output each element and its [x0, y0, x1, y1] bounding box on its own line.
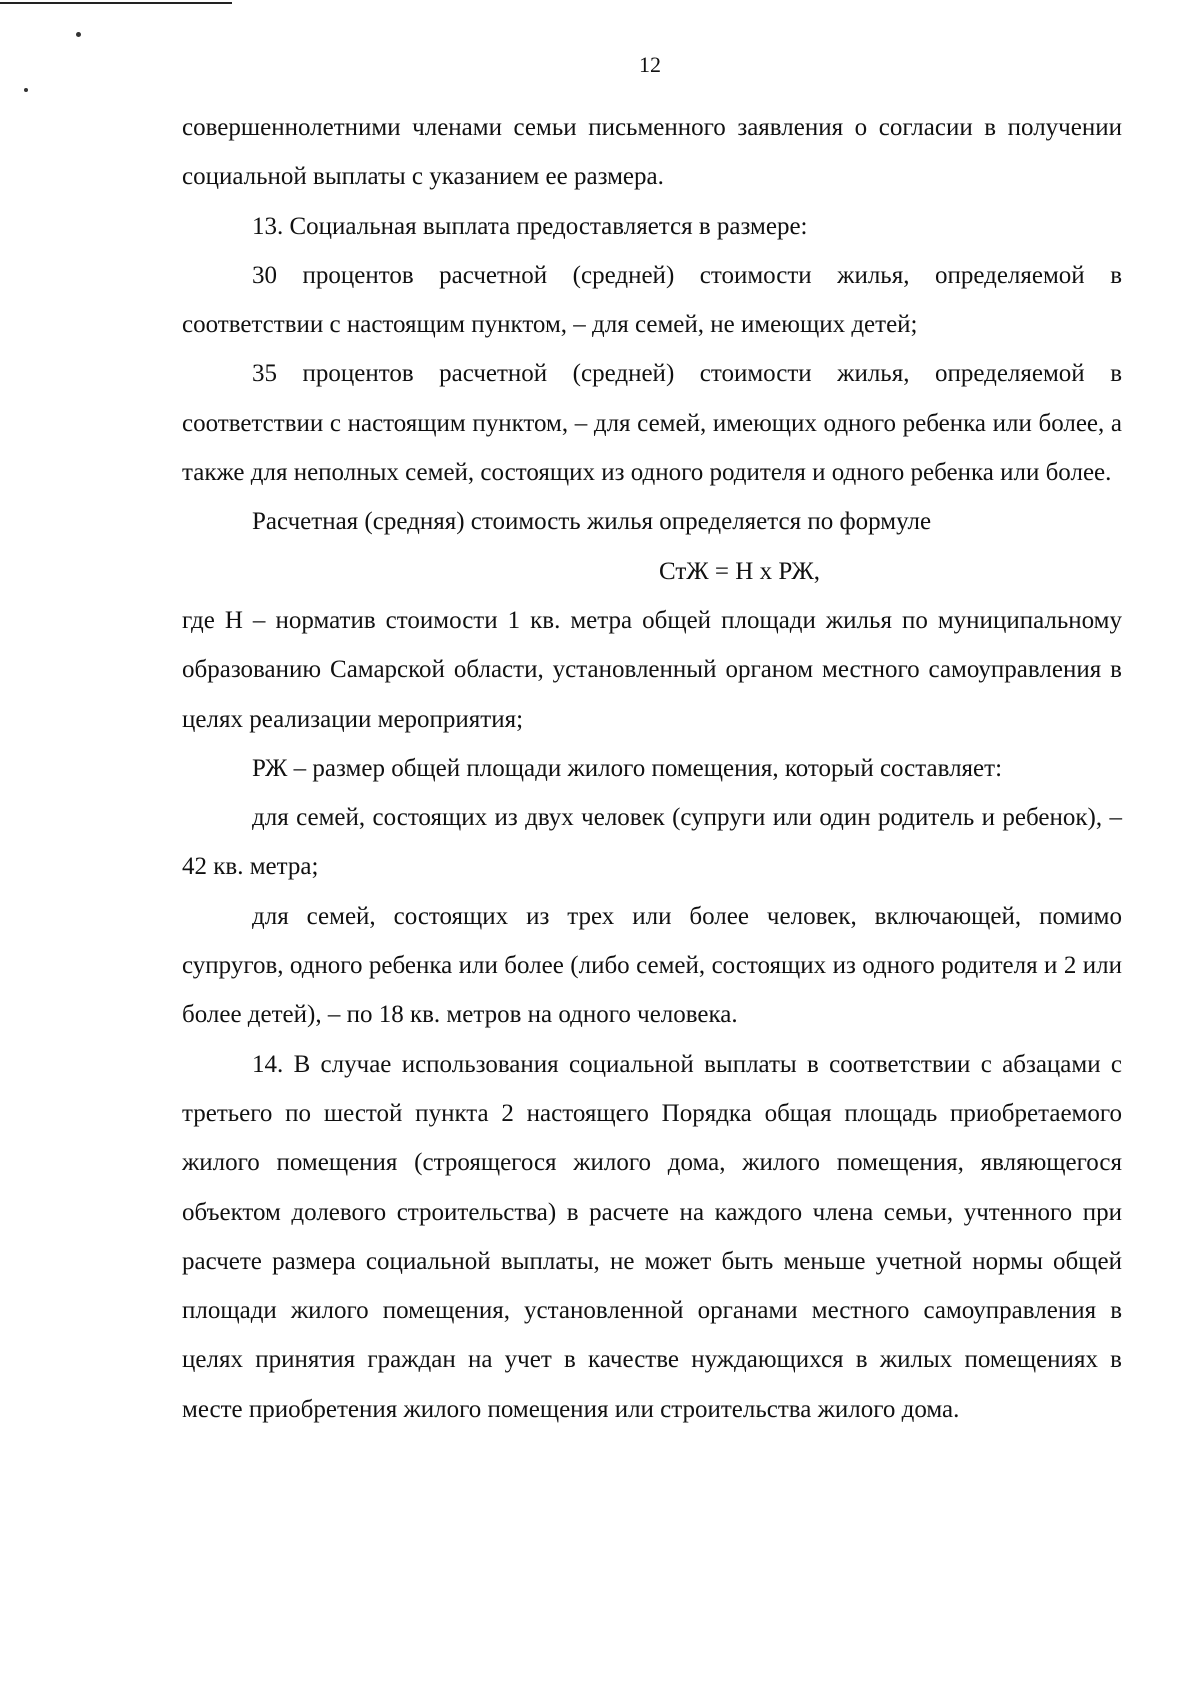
paragraph-formula-intro: Расчетная (средняя) стоимость жилья определяется по формуле	[252, 508, 932, 536]
scan-speck	[76, 32, 81, 37]
paragraph-three-or-more: для семей, состоящих из трех или более человек, включающей, помимо супругов, одного ребенка или более (либо семей, состоящих из одного родителя и 2 или более детей), – по 18 кв. метров на одного человека.	[182, 902, 1122, 1029]
paragraph-rzh: РЖ – размер общей площади жилого помещения, который составляет:	[252, 754, 1003, 782]
paragraph-item-13: 13. Социальная выплата предоставляется в размере:	[252, 212, 808, 240]
paragraph-30-percent: 30 процентов расчетной (средней) стоимости жилья, определяемой в соответствии с настоящим пунктом, – для семей, не имеющих детей;	[182, 261, 1122, 339]
scan-speck	[24, 88, 28, 92]
paragraph-35-percent: 35 процентов расчетной (средней) стоимости жилья, определяемой в соответствии с настоящим пунктом, – для семей, имеющих одного ребенка или более, а также для неполных семей, состоящих из одного родителя и одного ребенка или более.	[182, 360, 1122, 487]
paragraph-continuation: совершеннолетними членами семьи письменного заявления о согласии в получении социальной выплаты с указанием ее размера.	[182, 114, 1122, 191]
paragraph-two-persons: для семей, состоящих из двух человек (супруги или один родитель и ребенок), – 42 кв. метра;	[182, 804, 1122, 881]
paragraph-item-14: 14. В случае использования социальной выплаты в соответствии с абзацами с третьего по шестой пункта 2 настоящего Порядка общая площадь приобретаемого жилого помещения (строящегося жилого дома, жилого помещения, являющегося объектом долевого строительства) в расчете на каждого члена семьи, учтенного при расчете размера социальной выплаты, не может быть меньше учетной нормы общей площади жилого помещения, установленной органами местного самоуправления в целях принятия граждан на учет в качестве нуждающихся в жилых помещениях в месте приобретения жилого помещения или строительства жилого дома.	[182, 1050, 1122, 1423]
formula: СтЖ = Н х РЖ,	[659, 557, 820, 585]
scan-edge-line	[0, 2, 232, 4]
document-body	[182, 103, 1122, 1434]
paragraph-where-n: где Н – норматив стоимости 1 кв. метра общей площади жилья по муниципальному образованию Самарской области, установленный органом местного самоуправления в целях реализации мероприятия;	[182, 606, 1122, 733]
page-number: 12	[639, 52, 661, 77]
